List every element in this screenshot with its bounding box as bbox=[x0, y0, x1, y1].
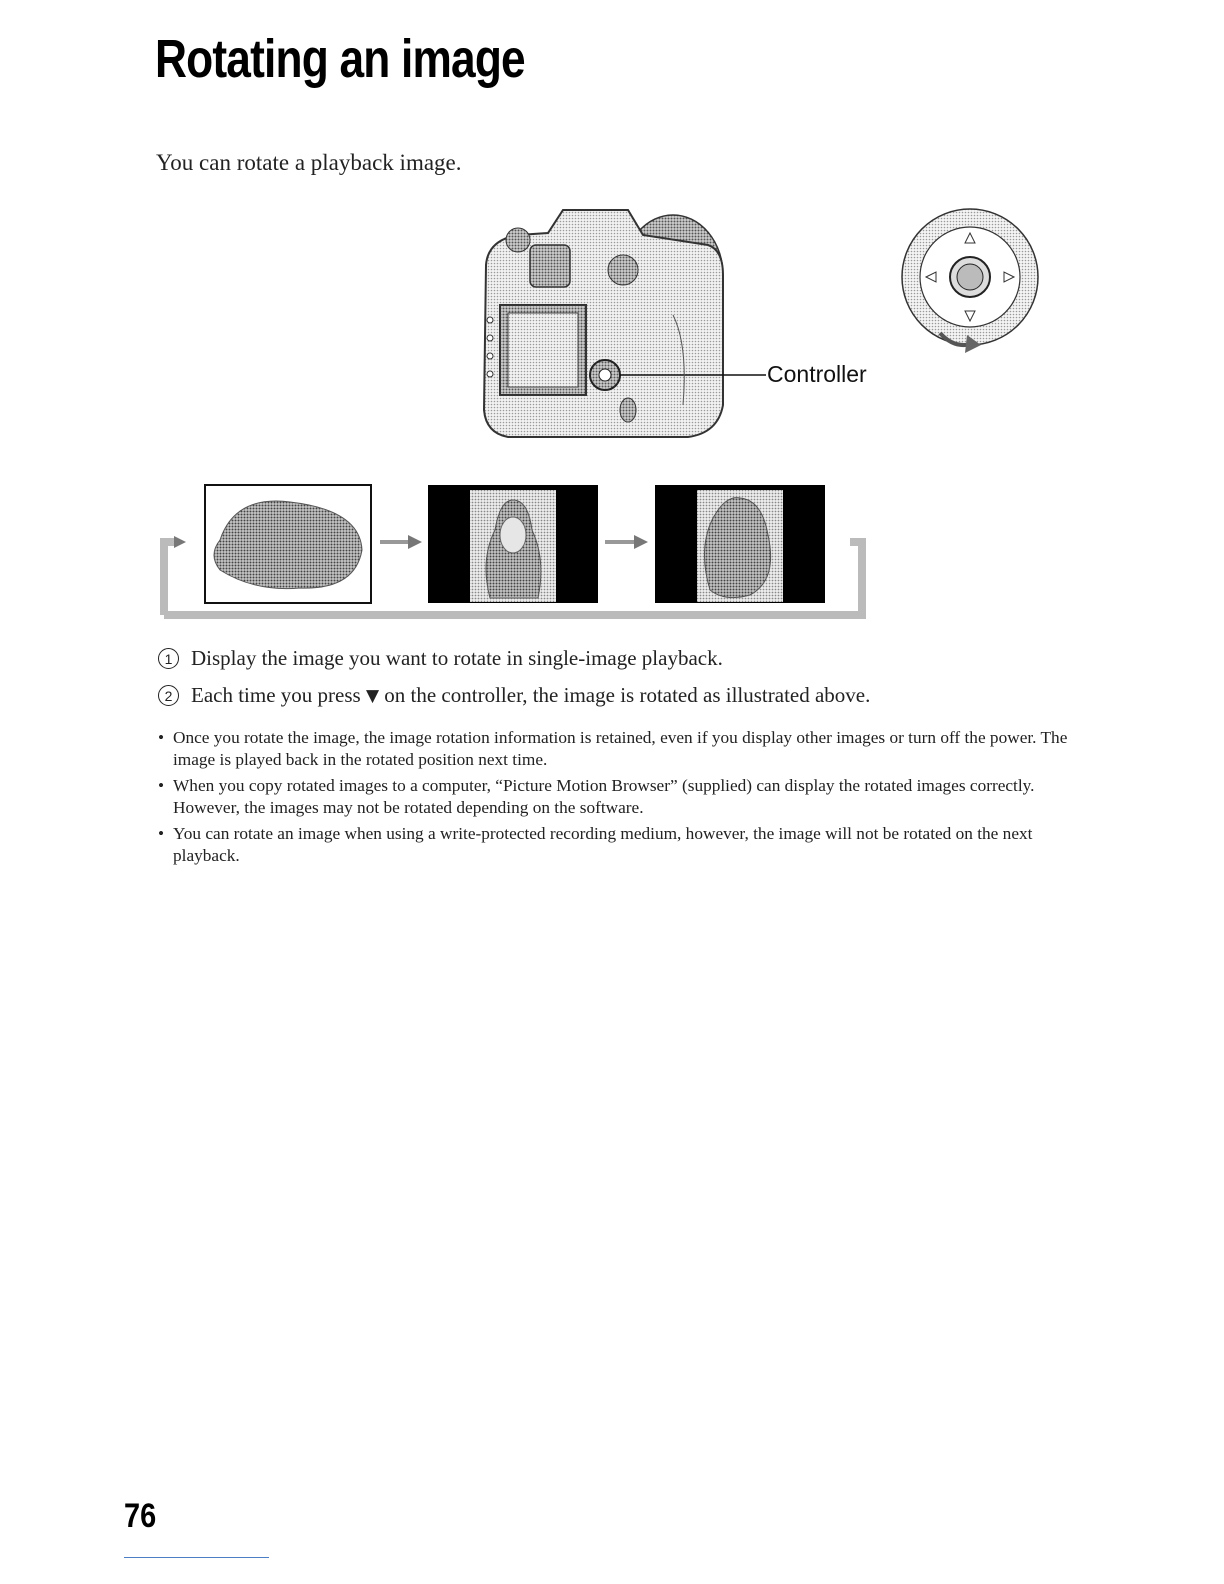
step-2 bbox=[158, 683, 1118, 708]
note-item: • When you copy rotated images to a computer, “Picture Motion Browser” (supplied) can display the rotated images correctly. However, the images may not be rotated depending on the software. bbox=[158, 775, 1083, 818]
steps bbox=[158, 646, 1118, 720]
step-1 bbox=[158, 646, 1118, 671]
page-number: 76 bbox=[124, 1497, 157, 1535]
controller-label: Controller bbox=[767, 361, 867, 387]
step-1-text: Display the image you want to rotate in single-image playback. bbox=[191, 646, 723, 670]
footer-rule bbox=[124, 1557, 269, 1558]
down-triangle-icon: ▼ bbox=[365, 685, 380, 706]
notes-list bbox=[158, 727, 1083, 872]
step-number-1: 1 bbox=[158, 648, 179, 669]
rotation-sequence-diagram bbox=[150, 480, 875, 625]
intro-text: You can rotate a playback image. bbox=[156, 150, 462, 175]
step-2-text-before: Each time you press bbox=[191, 683, 366, 707]
page-title: Rotating an image bbox=[155, 29, 525, 89]
note-item: • Once you rotate the image, the image rotation information is retained, even if you display other images or turn off the power. The image is played back in the rotated position next time. bbox=[158, 727, 1083, 770]
step-2-text-after: on the controller, the image is rotated as illustrated above. bbox=[379, 683, 871, 707]
note-item: • You can rotate an image when using a write-protected recording medium, however, the image will not be rotated on the next playback. bbox=[158, 823, 1083, 866]
step-number-2: 2 bbox=[158, 685, 179, 706]
controller-dial-illustration bbox=[895, 205, 1045, 365]
camera-illustration bbox=[478, 205, 768, 445]
